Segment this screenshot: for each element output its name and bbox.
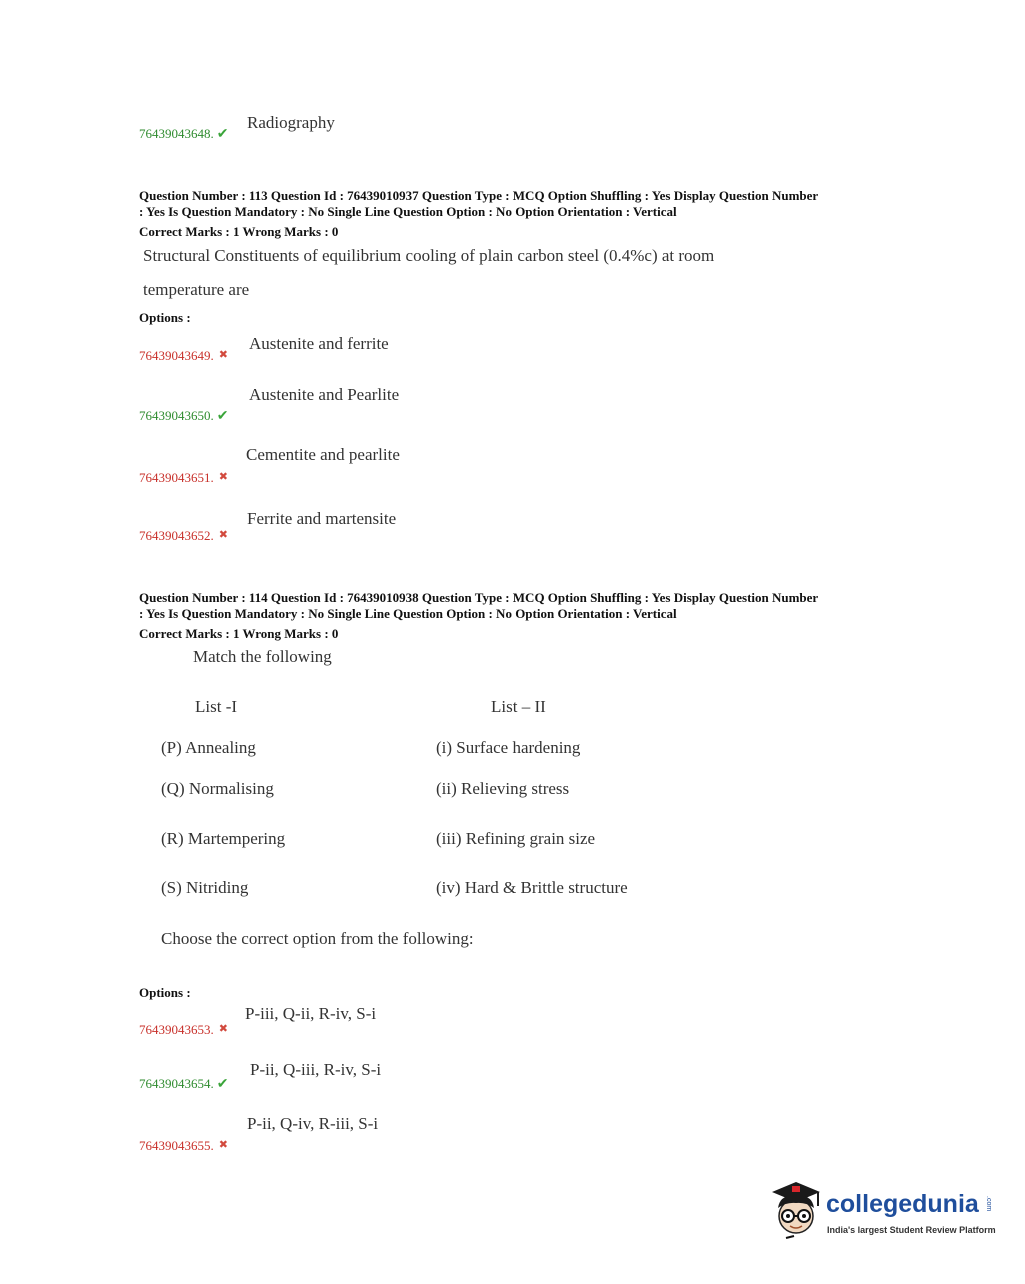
option-id <box>139 348 228 364</box>
question-meta <box>139 590 909 622</box>
brand-logo[interactable] <box>766 1178 1006 1248</box>
option-id <box>139 126 228 143</box>
mascot-icon <box>766 1178 824 1244</box>
brand-suffix: .com <box>985 1196 992 1212</box>
option-text: Austenite and ferrite <box>249 334 389 353</box>
question-text: temperature are <box>143 280 250 299</box>
option-text: P-ii, Q-iii, R-iv, S-i <box>250 1060 382 1079</box>
question-text: Structural Constituents of equilibrium cooling of plain carbon steel (0.4%c) at room <box>143 246 715 265</box>
list1-item: (R) Martempering <box>161 829 286 848</box>
list2-item: (iii) Refining grain size <box>436 829 596 848</box>
choose-instruction: Choose the correct option from the following: <box>161 929 474 948</box>
option-text: P-iii, Q-ii, R-iv, S-i <box>245 1004 377 1023</box>
list1-item: (Q) Normalising <box>161 779 274 798</box>
option-id-label: 76439043651. <box>139 470 214 485</box>
check-icon: ✔ <box>216 409 229 424</box>
option-id <box>139 1138 228 1154</box>
list2-header: List – II <box>491 697 546 716</box>
cross-icon: ✖ <box>218 529 228 541</box>
question-meta-line: : Yes Is Question Mandatory : No Single Line Question Option : No Option Orientation : Vertical <box>139 606 677 621</box>
option-id-label: 76439043649. <box>139 348 214 363</box>
list2-item: (i) Surface hardening <box>436 738 581 757</box>
list2-item: (ii) Relieving stress <box>436 779 570 798</box>
option-id <box>139 528 228 544</box>
option-text: Radiography <box>247 113 335 132</box>
question-meta-line: Question Number : 113 Question Id : 76439010937 Question Type : MCQ Option Shuffling : Yes Display Question Number <box>139 188 819 203</box>
option-text: Cementite and pearlite <box>246 445 400 464</box>
option-id-label: 76439043650. <box>139 408 214 423</box>
list1-item: (P) Annealing <box>161 738 256 757</box>
option-text: P-ii, Q-iv, R-iii, S-i <box>247 1114 379 1133</box>
list1-item: (S) Nitriding <box>161 878 249 897</box>
list2-item: (iv) Hard & Brittle structure <box>436 878 628 897</box>
check-icon: ✔ <box>216 127 229 142</box>
option-id-label: 76439043654. <box>139 1076 214 1091</box>
option-id <box>139 408 228 425</box>
list1-header: List -I <box>195 697 238 716</box>
cross-icon: ✖ <box>218 471 228 483</box>
option-id-label: 76439043652. <box>139 528 214 543</box>
options-label: Options : <box>139 985 191 1000</box>
question-marks: Correct Marks : 1 Wrong Marks : 0 <box>139 224 339 239</box>
cross-icon: ✖ <box>218 349 228 361</box>
option-id <box>139 1022 228 1038</box>
check-icon: ✔ <box>216 1077 229 1092</box>
question-meta-line: : Yes Is Question Mandatory : No Single Line Question Option : No Option Orientation : Vertical <box>139 204 677 219</box>
option-id-label: 76439043655. <box>139 1138 214 1153</box>
options-label: Options : <box>139 310 191 325</box>
option-text: Austenite and Pearlite <box>249 385 400 404</box>
cross-icon: ✖ <box>218 1139 228 1151</box>
option-text: Ferrite and martensite <box>247 509 397 528</box>
cross-icon: ✖ <box>218 1023 228 1035</box>
question-meta <box>139 188 909 220</box>
brand-tagline: India's largest Student Review Platform <box>827 1225 996 1235</box>
question-instruction: Match the following <box>193 647 332 666</box>
option-id-label: 76439043648. <box>139 126 214 141</box>
brand-name: collegedunia <box>826 1190 979 1218</box>
option-id <box>139 1076 228 1093</box>
question-marks: Correct Marks : 1 Wrong Marks : 0 <box>139 626 339 641</box>
option-id-label: 76439043653. <box>139 1022 214 1037</box>
question-meta-line: Question Number : 114 Question Id : 76439010938 Question Type : MCQ Option Shuffling : Yes Display Question Number <box>139 590 819 605</box>
option-id <box>139 470 228 486</box>
